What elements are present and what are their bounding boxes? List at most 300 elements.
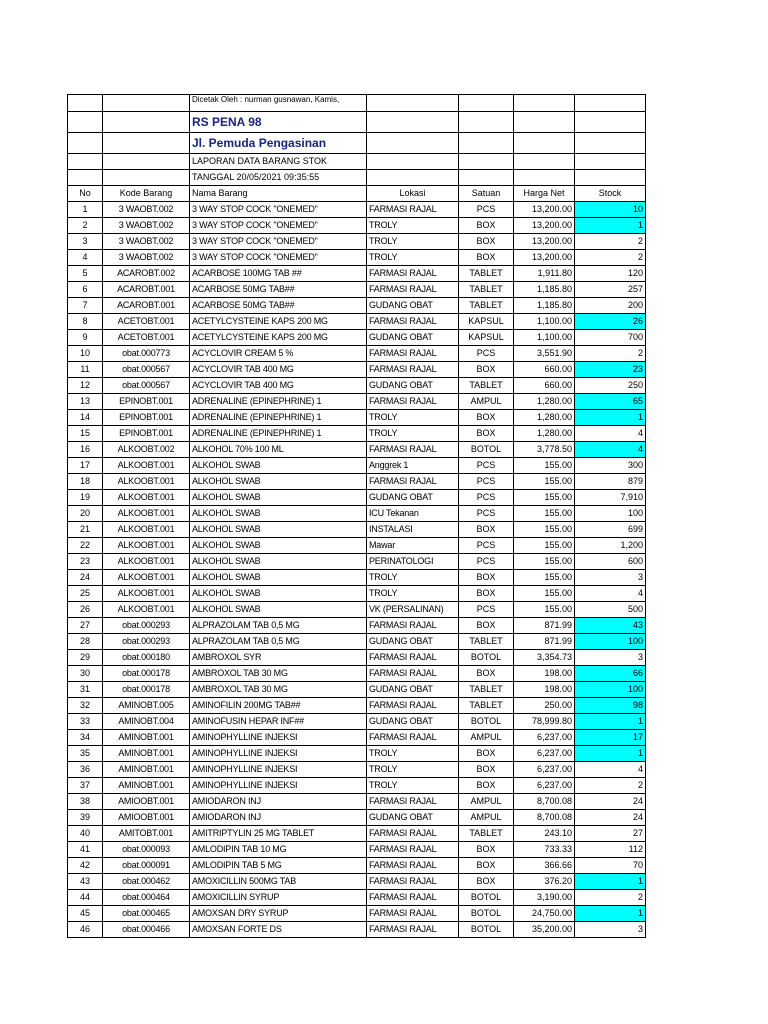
- cell-no: 5: [68, 266, 103, 282]
- table-row: [68, 490, 646, 506]
- cell-no: 29: [68, 650, 103, 666]
- cell-nama: ACETYLCYSTEINE KAPS 200 MG: [190, 314, 367, 330]
- cell-no: 21: [68, 522, 103, 538]
- cell-satuan: PCS: [459, 458, 514, 474]
- cell-stock: 100: [575, 682, 646, 698]
- cell-lokasi: FARMASI RAJAL: [367, 474, 459, 490]
- cell-stock: 112: [575, 842, 646, 858]
- cell-stock: 4: [575, 586, 646, 602]
- cell-satuan: PCS: [459, 506, 514, 522]
- table-row: [68, 858, 646, 874]
- cell-stock: 98: [575, 698, 646, 714]
- cell-kode: ALKOOBT.001: [103, 586, 190, 602]
- cell-nama: AMOXICILLIN 500MG TAB: [190, 874, 367, 890]
- cell-kode: EPINOBT.001: [103, 426, 190, 442]
- cell-satuan: TABLET: [459, 266, 514, 282]
- report-date: TANGGAL 20/05/2021 09:35:55: [190, 170, 367, 186]
- cell-harga: 376.20: [514, 874, 575, 890]
- cell-satuan: PCS: [459, 474, 514, 490]
- cell-nama: ACYCLOVIR TAB 400 MG: [190, 378, 367, 394]
- cell-harga: 155.00: [514, 522, 575, 538]
- cell-no: 17: [68, 458, 103, 474]
- cell-stock: 2: [575, 778, 646, 794]
- cell-satuan: BOX: [459, 858, 514, 874]
- cell-nama: ALKOHOL SWAB: [190, 490, 367, 506]
- cell-nama: ALPRAZOLAM TAB 0,5 MG: [190, 634, 367, 650]
- cell-lokasi: TROLY: [367, 234, 459, 250]
- table-row: [68, 842, 646, 858]
- cell-harga: 155.00: [514, 490, 575, 506]
- cell-no: 30: [68, 666, 103, 682]
- table-row: [68, 442, 646, 458]
- table-row: [68, 282, 646, 298]
- cell-no: 39: [68, 810, 103, 826]
- cell-no: 41: [68, 842, 103, 858]
- cell-nama: ACARBOSE 100MG TAB ##: [190, 266, 367, 282]
- cell-lokasi: TROLY: [367, 410, 459, 426]
- cell-stock: 500: [575, 602, 646, 618]
- cell-nama: AMBROXOL TAB 30 MG: [190, 666, 367, 682]
- cell-harga: 6,237.00: [514, 746, 575, 762]
- col-nama: Nama Barang: [190, 186, 367, 202]
- cell-lokasi: FARMASI RAJAL: [367, 922, 459, 938]
- cell-stock: 200: [575, 298, 646, 314]
- cell-stock: 120: [575, 266, 646, 282]
- cell-no: 1: [68, 202, 103, 218]
- table-row: [68, 586, 646, 602]
- cell-lokasi: FARMASI RAJAL: [367, 730, 459, 746]
- cell-no: 36: [68, 762, 103, 778]
- cell-satuan: BOX: [459, 618, 514, 634]
- cell-lokasi: ICU Tekanan: [367, 506, 459, 522]
- table-row: [68, 826, 646, 842]
- cell-satuan: KAPSUL: [459, 330, 514, 346]
- cell-satuan: TABLET: [459, 282, 514, 298]
- cell-nama: ALKOHOL SWAB: [190, 522, 367, 538]
- cell-lokasi: FARMASI RAJAL: [367, 266, 459, 282]
- cell-harga: 155.00: [514, 602, 575, 618]
- cell-nama: AMOXSAN DRY SYRUP: [190, 906, 367, 922]
- cell-stock: 1: [575, 874, 646, 890]
- cell-harga: 243.10: [514, 826, 575, 842]
- cell-harga: 155.00: [514, 586, 575, 602]
- cell-kode: ACAROBT.001: [103, 282, 190, 298]
- cell-lokasi: FARMASI RAJAL: [367, 874, 459, 890]
- table-row: [68, 730, 646, 746]
- cell-nama: AMOXSAN FORTE DS: [190, 922, 367, 938]
- cell-kode: ALKOOBT.001: [103, 506, 190, 522]
- table-row: [68, 314, 646, 330]
- table-row: [68, 506, 646, 522]
- cell-no: 23: [68, 554, 103, 570]
- cell-lokasi: TROLY: [367, 762, 459, 778]
- cell-kode: ALKOOBT.001: [103, 554, 190, 570]
- cell-nama: AMOXICILLIN SYRUP: [190, 890, 367, 906]
- cell-nama: 3 WAY STOP COCK "ONEMED": [190, 234, 367, 250]
- cell-kode: ACAROBT.001: [103, 298, 190, 314]
- cell-harga: 198.00: [514, 682, 575, 698]
- cell-stock: 699: [575, 522, 646, 538]
- table-row: [68, 810, 646, 826]
- col-no: No: [68, 186, 103, 202]
- cell-nama: AMLODIPIN TAB 10 MG: [190, 842, 367, 858]
- cell-harga: 1,100.00: [514, 314, 575, 330]
- cell-no: 2: [68, 218, 103, 234]
- stock-report-sheet: [67, 94, 646, 938]
- cell-no: 43: [68, 874, 103, 890]
- cell-lokasi: TROLY: [367, 250, 459, 266]
- cell-nama: ACARBOSE 50MG TAB##: [190, 282, 367, 298]
- cell-harga: 1,280.00: [514, 410, 575, 426]
- cell-harga: 6,237.00: [514, 730, 575, 746]
- table-row: [68, 218, 646, 234]
- col-stock: Stock: [575, 186, 646, 202]
- cell-satuan: BOX: [459, 426, 514, 442]
- cell-satuan: BOX: [459, 362, 514, 378]
- cell-nama: AMINOPHYLLINE INJEKSI: [190, 778, 367, 794]
- cell-harga: 155.00: [514, 570, 575, 586]
- cell-stock: 26: [575, 314, 646, 330]
- cell-stock: 3: [575, 650, 646, 666]
- cell-kode: ACETOBT.001: [103, 330, 190, 346]
- cell-harga: 6,237.00: [514, 762, 575, 778]
- cell-harga: 13,200.00: [514, 218, 575, 234]
- cell-harga: 660.00: [514, 362, 575, 378]
- cell-kode: EPINOBT.001: [103, 410, 190, 426]
- cell-kode: ALKOOBT.001: [103, 602, 190, 618]
- cell-no: 9: [68, 330, 103, 346]
- cell-kode: obat.000093: [103, 842, 190, 858]
- cell-no: 42: [68, 858, 103, 874]
- cell-satuan: BOTOL: [459, 714, 514, 730]
- cell-stock: 1,200: [575, 538, 646, 554]
- table-row: [68, 634, 646, 650]
- cell-no: 26: [68, 602, 103, 618]
- cell-kode: obat.000567: [103, 378, 190, 394]
- cell-stock: 2: [575, 346, 646, 362]
- cell-harga: 13,200.00: [514, 202, 575, 218]
- cell-harga: 6,237.00: [514, 778, 575, 794]
- cell-lokasi: FARMASI RAJAL: [367, 202, 459, 218]
- cell-satuan: PCS: [459, 202, 514, 218]
- cell-harga: 1,280.00: [514, 394, 575, 410]
- table-row: [68, 378, 646, 394]
- cell-kode: obat.000178: [103, 682, 190, 698]
- cell-satuan: AMPUL: [459, 810, 514, 826]
- table-row: [68, 762, 646, 778]
- cell-lokasi: FARMASI RAJAL: [367, 442, 459, 458]
- cell-nama: AMITRIPTYLIN 25 MG TABLET: [190, 826, 367, 842]
- cell-harga: 35,200.00: [514, 922, 575, 938]
- cell-kode: ALKOOBT.002: [103, 442, 190, 458]
- cell-no: 33: [68, 714, 103, 730]
- cell-no: 6: [68, 282, 103, 298]
- cell-stock: 4: [575, 426, 646, 442]
- cell-nama: ALPRAZOLAM TAB 0,5 MG: [190, 618, 367, 634]
- table-row: [68, 538, 646, 554]
- cell-harga: 155.00: [514, 554, 575, 570]
- hospital-name-row: [68, 112, 646, 133]
- cell-harga: 155.00: [514, 458, 575, 474]
- cell-harga: 733.33: [514, 842, 575, 858]
- cell-stock: 4: [575, 762, 646, 778]
- cell-satuan: TABLET: [459, 634, 514, 650]
- table-row: [68, 874, 646, 890]
- cell-satuan: BOTOL: [459, 922, 514, 938]
- cell-lokasi: FARMASI RAJAL: [367, 362, 459, 378]
- table-row: [68, 458, 646, 474]
- cell-satuan: BOX: [459, 666, 514, 682]
- cell-satuan: AMPUL: [459, 730, 514, 746]
- cell-stock: 1: [575, 218, 646, 234]
- cell-satuan: BOX: [459, 410, 514, 426]
- cell-stock: 66: [575, 666, 646, 682]
- cell-stock: 10: [575, 202, 646, 218]
- cell-no: 24: [68, 570, 103, 586]
- cell-no: 13: [68, 394, 103, 410]
- printed-by-text: Dicetak Oleh : nurman gusnawan, Kamis,: [190, 95, 367, 112]
- cell-nama: ALKOHOL SWAB: [190, 570, 367, 586]
- cell-lokasi: GUDANG OBAT: [367, 634, 459, 650]
- cell-nama: ALKOHOL SWAB: [190, 586, 367, 602]
- cell-nama: 3 WAY STOP COCK "ONEMED": [190, 250, 367, 266]
- cell-harga: 24,750.00: [514, 906, 575, 922]
- cell-stock: 2: [575, 250, 646, 266]
- table-row: [68, 906, 646, 922]
- cell-kode: ALKOOBT.001: [103, 570, 190, 586]
- table-row: [68, 794, 646, 810]
- cell-nama: ACETYLCYSTEINE KAPS 200 MG: [190, 330, 367, 346]
- cell-stock: 100: [575, 506, 646, 522]
- cell-harga: 3,190.00: [514, 890, 575, 906]
- cell-kode: AMINOBT.005: [103, 698, 190, 714]
- cell-satuan: PCS: [459, 490, 514, 506]
- table-row: [68, 618, 646, 634]
- col-harga: Harga Net: [514, 186, 575, 202]
- cell-kode: AMINOBT.001: [103, 746, 190, 762]
- cell-satuan: PCS: [459, 538, 514, 554]
- cell-no: 38: [68, 794, 103, 810]
- cell-harga: 1,911.80: [514, 266, 575, 282]
- cell-harga: 366.66: [514, 858, 575, 874]
- cell-satuan: KAPSUL: [459, 314, 514, 330]
- cell-satuan: TABLET: [459, 298, 514, 314]
- cell-kode: obat.000773: [103, 346, 190, 362]
- cell-lokasi: TROLY: [367, 570, 459, 586]
- cell-nama: AMIODARON INJ: [190, 794, 367, 810]
- cell-satuan: PCS: [459, 602, 514, 618]
- cell-stock: 1: [575, 906, 646, 922]
- cell-satuan: TABLET: [459, 378, 514, 394]
- cell-nama: ADRENALINE (EPINEPHRINE) 1: [190, 394, 367, 410]
- cell-kode: AMINOBT.001: [103, 730, 190, 746]
- cell-no: 20: [68, 506, 103, 522]
- cell-lokasi: INSTALASI: [367, 522, 459, 538]
- cell-harga: 3,551.90: [514, 346, 575, 362]
- table-row: [68, 474, 646, 490]
- cell-no: 12: [68, 378, 103, 394]
- cell-harga: 8,700.08: [514, 810, 575, 826]
- cell-satuan: BOTOL: [459, 890, 514, 906]
- cell-nama: ACYCLOVIR TAB 400 MG: [190, 362, 367, 378]
- cell-lokasi: TROLY: [367, 426, 459, 442]
- cell-stock: 4: [575, 442, 646, 458]
- cell-nama: ACARBOSE 50MG TAB##: [190, 298, 367, 314]
- table-row: [68, 202, 646, 218]
- cell-lokasi: FARMASI RAJAL: [367, 906, 459, 922]
- cell-stock: 7,910: [575, 490, 646, 506]
- cell-lokasi: FARMASI RAJAL: [367, 842, 459, 858]
- cell-harga: 155.00: [514, 506, 575, 522]
- cell-harga: 13,200.00: [514, 250, 575, 266]
- cell-harga: 1,185.80: [514, 282, 575, 298]
- cell-stock: 23: [575, 362, 646, 378]
- cell-lokasi: FARMASI RAJAL: [367, 394, 459, 410]
- cell-nama: ALKOHOL SWAB: [190, 554, 367, 570]
- cell-satuan: PCS: [459, 554, 514, 570]
- cell-no: 28: [68, 634, 103, 650]
- cell-no: 16: [68, 442, 103, 458]
- cell-no: 34: [68, 730, 103, 746]
- cell-kode: ALKOOBT.001: [103, 538, 190, 554]
- table-row: [68, 234, 646, 250]
- cell-satuan: BOX: [459, 586, 514, 602]
- cell-nama: ACYCLOVIR CREAM 5 %: [190, 346, 367, 362]
- cell-kode: obat.000567: [103, 362, 190, 378]
- cell-kode: obat.000178: [103, 666, 190, 682]
- cell-satuan: BOX: [459, 842, 514, 858]
- cell-nama: ALKOHOL SWAB: [190, 538, 367, 554]
- cell-harga: 3,778.50: [514, 442, 575, 458]
- cell-no: 25: [68, 586, 103, 602]
- cell-kode: obat.000091: [103, 858, 190, 874]
- cell-lokasi: GUDANG OBAT: [367, 490, 459, 506]
- table-row: [68, 362, 646, 378]
- cell-lokasi: FARMASI RAJAL: [367, 314, 459, 330]
- cell-nama: AMINOPHYLLINE INJEKSI: [190, 730, 367, 746]
- cell-lokasi: GUDANG OBAT: [367, 298, 459, 314]
- cell-lokasi: FARMASI RAJAL: [367, 826, 459, 842]
- cell-nama: ADRENALINE (EPINEPHRINE) 1: [190, 410, 367, 426]
- cell-lokasi: FARMASI RAJAL: [367, 858, 459, 874]
- cell-lokasi: PERINATOLOGI: [367, 554, 459, 570]
- cell-kode: obat.000293: [103, 618, 190, 634]
- cell-harga: 871.99: [514, 634, 575, 650]
- report-title: LAPORAN DATA BARANG STOK: [190, 154, 367, 170]
- cell-lokasi: TROLY: [367, 586, 459, 602]
- table-row: [68, 298, 646, 314]
- cell-nama: ALKOHOL SWAB: [190, 602, 367, 618]
- cell-nama: AMBROXOL TAB 30 MG: [190, 682, 367, 698]
- cell-no: 45: [68, 906, 103, 922]
- cell-nama: AMBROXOL SYR: [190, 650, 367, 666]
- cell-no: 18: [68, 474, 103, 490]
- table-row: [68, 410, 646, 426]
- cell-stock: 27: [575, 826, 646, 842]
- cell-lokasi: GUDANG OBAT: [367, 682, 459, 698]
- cell-kode: AMITOBT.001: [103, 826, 190, 842]
- cell-no: 46: [68, 922, 103, 938]
- cell-kode: obat.000464: [103, 890, 190, 906]
- cell-stock: 250: [575, 378, 646, 394]
- table-row: [68, 778, 646, 794]
- cell-kode: ALKOOBT.001: [103, 490, 190, 506]
- cell-lokasi: FARMASI RAJAL: [367, 794, 459, 810]
- address-row: [68, 133, 646, 154]
- table-row: [68, 266, 646, 282]
- cell-kode: ALKOOBT.001: [103, 474, 190, 490]
- cell-lokasi: TROLY: [367, 778, 459, 794]
- table-row: [68, 714, 646, 730]
- table-row: [68, 250, 646, 266]
- cell-satuan: BOX: [459, 218, 514, 234]
- cell-satuan: BOTOL: [459, 442, 514, 458]
- cell-harga: 155.00: [514, 474, 575, 490]
- cell-kode: EPINOBT.001: [103, 394, 190, 410]
- cell-kode: ACAROBT.002: [103, 266, 190, 282]
- cell-no: 4: [68, 250, 103, 266]
- hospital-address: Jl. Pemuda Pengasinan: [190, 133, 367, 154]
- cell-nama: ALKOHOL 70% 100 ML: [190, 442, 367, 458]
- cell-stock: 1: [575, 410, 646, 426]
- printed-by-row: [68, 95, 646, 112]
- cell-no: 7: [68, 298, 103, 314]
- cell-kode: 3 WAOBT.002: [103, 234, 190, 250]
- cell-stock: 3: [575, 922, 646, 938]
- cell-nama: AMINOFUSIN HEPAR INF##: [190, 714, 367, 730]
- cell-stock: 70: [575, 858, 646, 874]
- cell-harga: 1,100.00: [514, 330, 575, 346]
- cell-stock: 700: [575, 330, 646, 346]
- cell-satuan: AMPUL: [459, 394, 514, 410]
- table-row: [68, 602, 646, 618]
- cell-kode: ALKOOBT.001: [103, 522, 190, 538]
- cell-satuan: BOX: [459, 874, 514, 890]
- cell-no: 40: [68, 826, 103, 842]
- cell-harga: 660.00: [514, 378, 575, 394]
- cell-kode: obat.000465: [103, 906, 190, 922]
- cell-kode: AMINOBT.004: [103, 714, 190, 730]
- cell-no: 10: [68, 346, 103, 362]
- table-row: [68, 522, 646, 538]
- cell-satuan: BOX: [459, 522, 514, 538]
- cell-nama: AMLODIPIN TAB 5 MG: [190, 858, 367, 874]
- cell-harga: 250.00: [514, 698, 575, 714]
- report-title-row: [68, 154, 646, 170]
- table-row: [68, 922, 646, 938]
- hospital-name: RS PENA 98: [190, 112, 367, 133]
- cell-no: 11: [68, 362, 103, 378]
- cell-no: 8: [68, 314, 103, 330]
- cell-no: 15: [68, 426, 103, 442]
- cell-kode: obat.000466: [103, 922, 190, 938]
- cell-no: 19: [68, 490, 103, 506]
- report-date-row: [68, 170, 646, 186]
- cell-lokasi: VK (PERSALINAN): [367, 602, 459, 618]
- cell-satuan: AMPUL: [459, 794, 514, 810]
- cell-kode: AMIOOBT.001: [103, 810, 190, 826]
- cell-no: 22: [68, 538, 103, 554]
- cell-nama: 3 WAY STOP COCK "ONEMED": [190, 202, 367, 218]
- cell-nama: ALKOHOL SWAB: [190, 474, 367, 490]
- cell-nama: ALKOHOL SWAB: [190, 506, 367, 522]
- cell-stock: 17: [575, 730, 646, 746]
- cell-harga: 198.00: [514, 666, 575, 682]
- cell-satuan: TABLET: [459, 698, 514, 714]
- cell-lokasi: FARMASI RAJAL: [367, 890, 459, 906]
- cell-kode: ACETOBT.001: [103, 314, 190, 330]
- cell-nama: 3 WAY STOP COCK "ONEMED": [190, 218, 367, 234]
